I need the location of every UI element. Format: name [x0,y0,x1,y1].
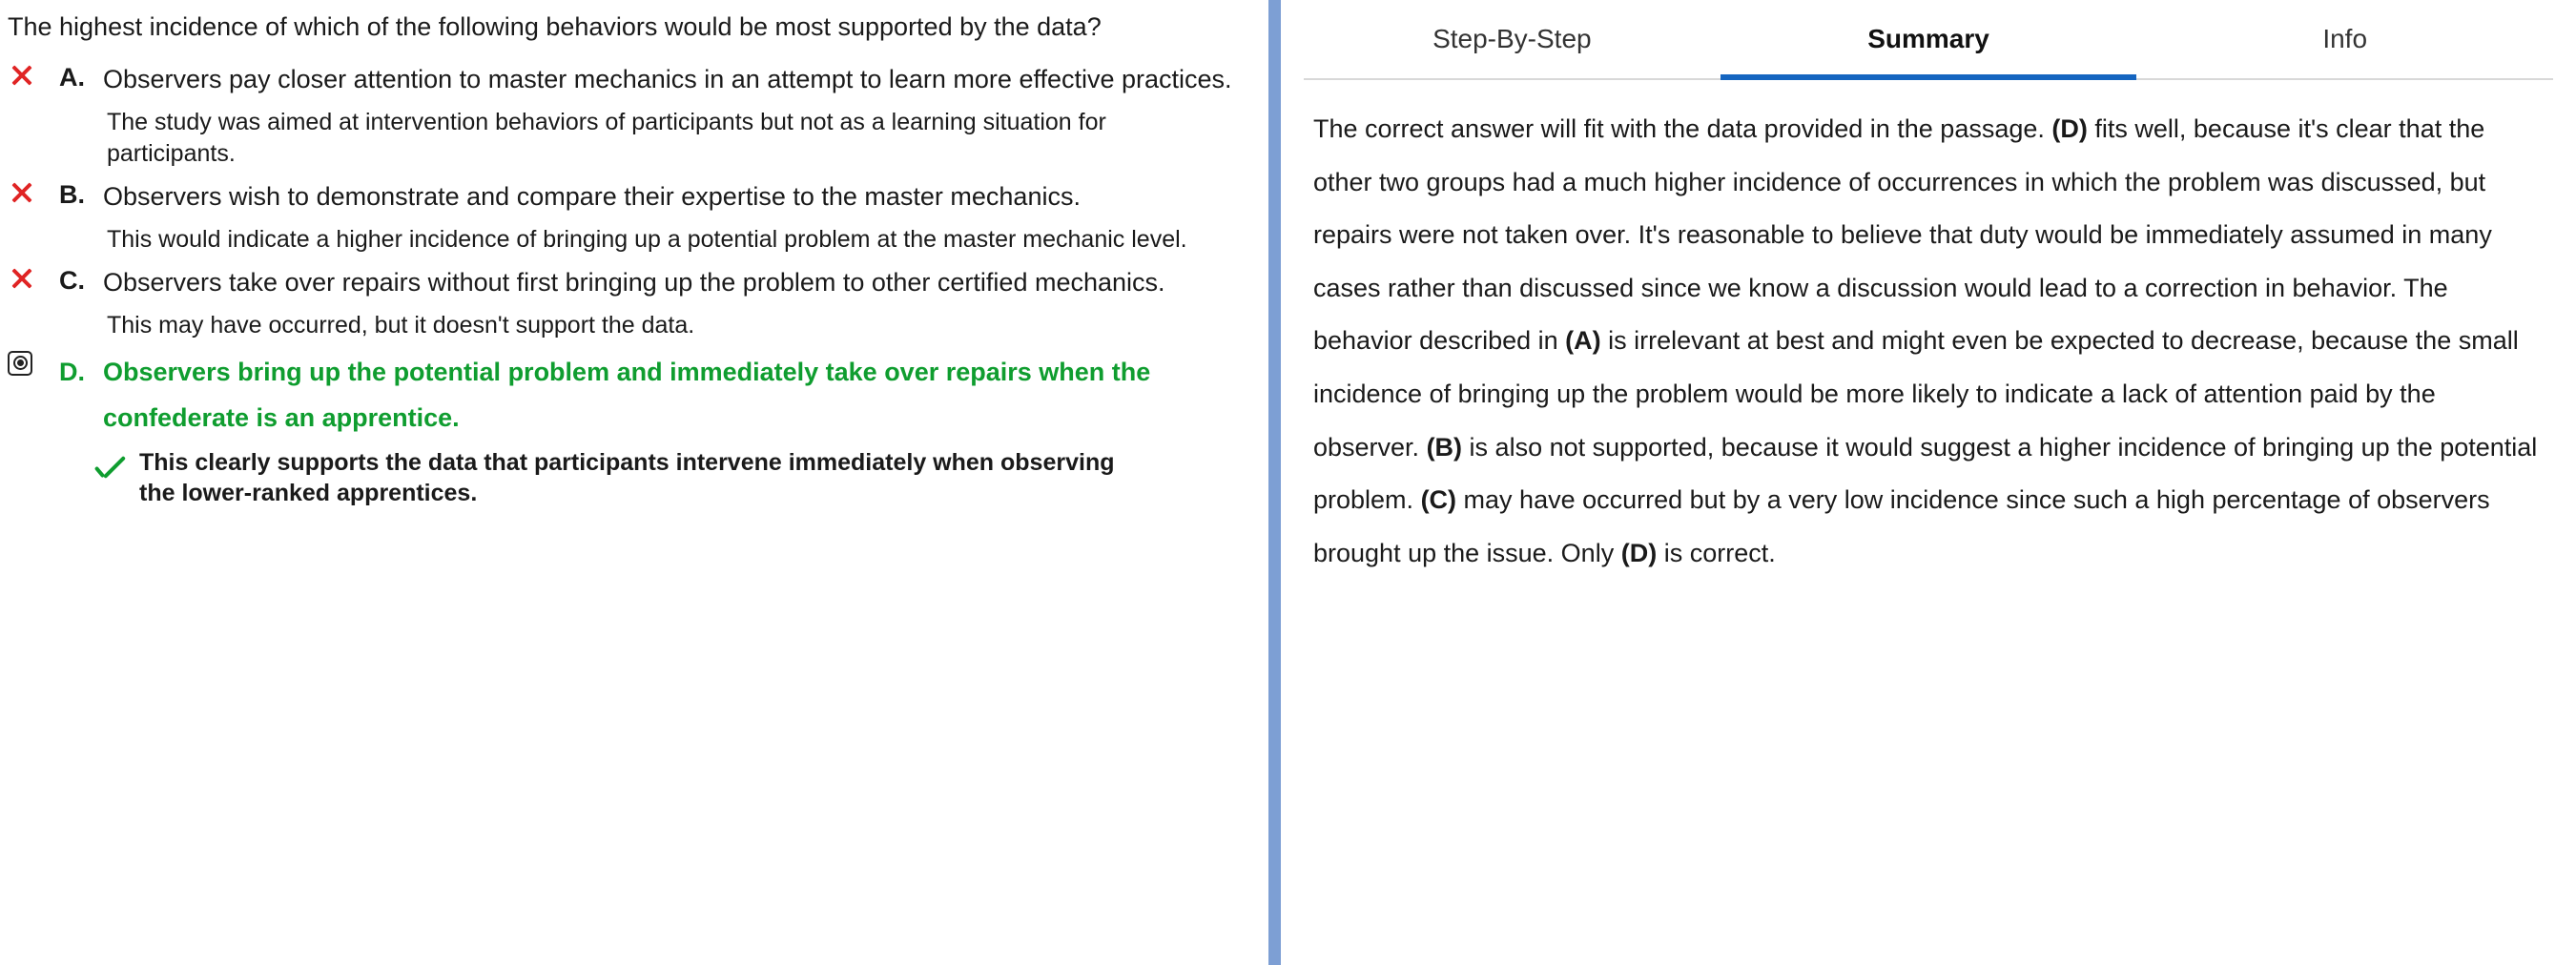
choice-b-letter: B. [59,180,85,210]
check-mark-icon [88,451,139,483]
choice-d-rationale-text: This clearly supports the data that participants intervene immediately when observing the lower-ranked apprentices. [139,448,1115,506]
choice-a-text: Observers pay closer attention to master mechanics in an attempt to learn more effective practices. [103,65,1232,94]
tab-step-by-step[interactable]: Step-By-Step [1432,24,1592,53]
tab-info[interactable]: Info [2322,24,2368,53]
choice-b-text: Observers wish to demonstrate and compare their expertise to the master mechanics. [103,182,1081,212]
x-mark-icon [8,61,36,90]
x-mark-icon [8,264,36,293]
choice-d-text: Observers bring up the potential problem and immediately take over repairs when the confederate is an apprentice. [103,357,1151,433]
answer-choice-b[interactable] [8,176,1247,255]
summary-explanation-text: The correct answer will fit with the data provided in the passage. (D) fits well, because it's clear that the other two groups had a much higher incidence of occurrences in which the problem was discussed, but repairs were not taken over. It's reasonable to believe that duty would be immediately assumed in many cases rather than discussed since we know a discussion would lead to a correction in behavior. The behavior described in (A) is irrelevant at best and might even be expected to decrease, because the small incidence of bringing up the problem would be more likely to indicate a lack of attention paid by the observer. (B) is also not supported, because it would suggest a higher incidence of bringing up the potential problem. (C) may have occurred but by a very low incidence since such a high percentage of observers brought up the issue. Only (D) is correct. [1313,114,2538,567]
choice-a-rationale: The study was aimed at intervention behaviors of participants but not as a learning situation for participants. [107,109,1106,167]
choice-d-rationale [88,447,1156,508]
question-stem: The highest incidence of which of the following behaviors would be most supported by the data? [8,12,1102,41]
choice-d-letter: D. [59,357,85,386]
choice-d-marker[interactable] [8,349,59,380]
choice-a-letter: A. [59,63,85,92]
explanation-pane [1281,0,2576,965]
answer-choice-a[interactable] [8,59,1247,169]
explanation-tabs [1304,0,2553,80]
choice-c-text: Observers take over repairs without first bringing up the problem to other certified mechanics. [103,268,1165,298]
tab-summary[interactable]: Summary [1721,0,2137,78]
x-mark-icon [8,178,36,207]
answer-choice-c[interactable] [8,262,1247,340]
question-pane [0,0,1268,965]
pane-divider [1268,0,1281,965]
answer-choice-d[interactable] [8,349,1247,508]
choice-c-marker [8,262,59,298]
choice-c-rationale: This may have occurred, but it doesn't support the data. [107,312,695,339]
choice-b-rationale: This would indicate a higher incidence of bringing up a potential problem at the master mechanic level. [107,225,1187,253]
selected-radio-icon[interactable] [8,351,32,376]
choice-b-marker [8,176,59,212]
choice-c-letter: C. [59,266,85,296]
choice-a-marker [8,59,59,94]
